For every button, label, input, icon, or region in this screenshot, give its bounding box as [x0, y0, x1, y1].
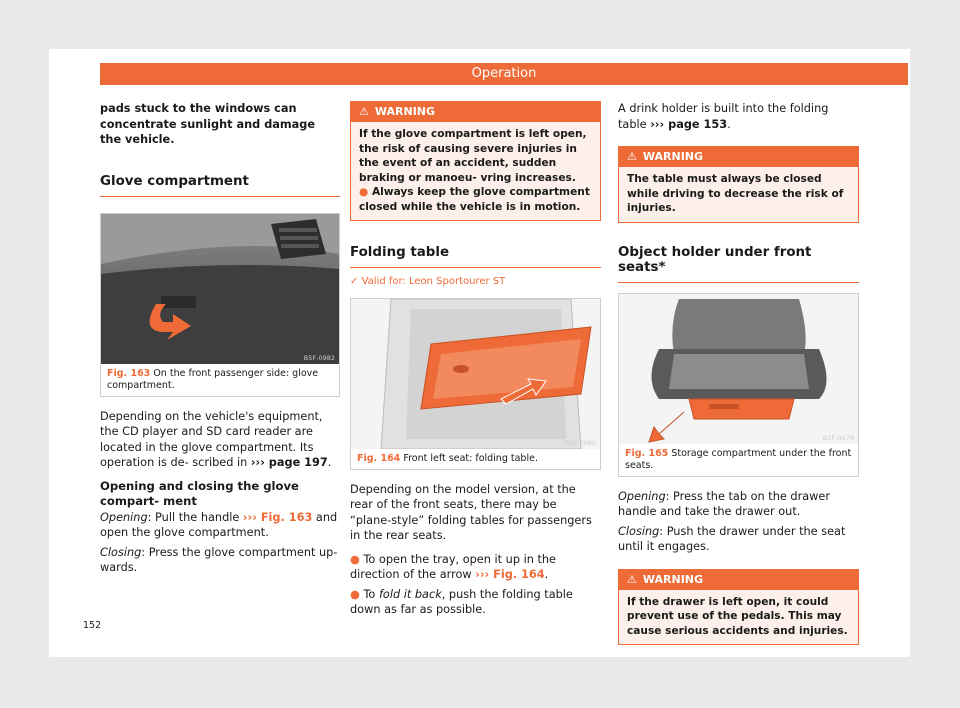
fig-ref-link[interactable]: ››› Fig. 164 [475, 568, 545, 581]
folding-paragraph: Depending on the model version, at the rear of the front seats, there may be “plane-style” folding tables for passengers in the rear seats. [350, 482, 592, 542]
warning-header [619, 147, 858, 167]
drink-holder-text: A drink holder is built into the folding table [618, 102, 829, 131]
warning-text: If the glove compartment is left open, the risk of causing severe injuries in the event of an accident, sudden braking or manoeu- vring increases. [359, 128, 587, 184]
opening-text-2: and open the glove compartment. [100, 510, 338, 539]
glove-paragraph: Depending on the vehicle's equipment, the CD player and SD card reader are located in the glove compartment. Its operation is de- scribed in ››› page 197. [100, 409, 332, 469]
glove-compartment-heading: Glove compartment [100, 174, 340, 197]
closing-label: Closing [618, 524, 660, 538]
glove-paragraph-text: Depending on the vehicle's equipment, the CD player and SD card reader are located in the glove compartment. Its operation is de- scribed in [100, 409, 323, 469]
opening-label: Opening [100, 510, 148, 524]
manual-page [49, 49, 910, 657]
figure-code: B5F-0980 [564, 438, 596, 447]
warning-box-table [618, 146, 859, 223]
warning-bullet [359, 185, 592, 214]
check-icon: ✓ [350, 276, 359, 287]
column-1 [100, 101, 340, 576]
bullet-icon: ● [350, 552, 360, 566]
intro-text: pads stuck to the windows can concentrate sunlight and damage the vehicle. [100, 102, 316, 146]
figure-label: Fig. 165 [625, 447, 669, 459]
bullet-icon: ● [350, 587, 360, 601]
valid-for-text: Valid for: Leon Sportourer ST [361, 276, 506, 287]
closing-text: : Press the glove compartment up- wards. [100, 545, 338, 574]
figure-165 [618, 293, 859, 477]
valid-for [350, 274, 601, 290]
seat-drawer-illustration [619, 294, 858, 444]
drawer-closing-paragraph [618, 524, 859, 555]
opening-paragraph [100, 510, 340, 541]
figure-label: Fig. 163 [107, 367, 151, 379]
page-ref-link[interactable]: ››› page 153 [650, 117, 728, 131]
open-close-heading: Opening and closing the glove compart- ment [100, 478, 299, 508]
figure-163 [100, 213, 340, 397]
seat-drawer-image [619, 294, 858, 444]
drink-holder-paragraph: A drink holder is built into the folding table ››› page 153. [618, 102, 829, 131]
bullet-fold-em: fold it back [378, 587, 442, 601]
folding-table-image [351, 299, 600, 449]
figure-code: B5F-0979 [822, 433, 854, 442]
warning-box-drawer [618, 569, 859, 646]
glove-compartment-illustration [101, 214, 339, 364]
warning-title: WARNING [642, 150, 704, 163]
bullet-fold [350, 587, 601, 618]
warning-triangle-icon: ⚠ [359, 105, 369, 118]
glove-compartment-image [101, 214, 339, 364]
object-holder-heading: Object holder under front seats* [618, 245, 859, 283]
figure-caption-text: Storage compartment under the front seats. [625, 447, 852, 471]
figure-label: Fig. 164 [357, 452, 401, 464]
warning-header [351, 102, 600, 122]
page-ref-link[interactable]: ››› page 197 [250, 456, 328, 469]
warning-title: WARNING [374, 105, 436, 118]
bullet-fold-pre: To [363, 587, 379, 601]
bullet-open: ● To open the tray, open it up in the direction of the arrow ››› Fig. 164. [350, 552, 557, 581]
opening-text: : Press the tab on the drawer handle and take the drawer out. [618, 489, 830, 518]
closing-paragraph [100, 545, 340, 576]
bullet-icon: ● [359, 186, 369, 198]
warning-triangle-icon: ⚠ [627, 150, 637, 163]
fig-ref-link[interactable]: ››› Fig. 163 [242, 510, 313, 524]
page-number: 152 [83, 620, 102, 631]
figure-caption [351, 449, 600, 469]
closing-label: Closing [100, 545, 142, 559]
warning-triangle-icon: ⚠ [627, 572, 637, 586]
figure-caption-text: On the front passenger side: glove compartment. [107, 367, 319, 391]
section-header: Operation [100, 63, 908, 85]
figure-164 [350, 298, 601, 470]
figure-caption-text: Front left seat: folding table. [403, 452, 538, 464]
opening-label: Opening [618, 489, 666, 503]
figure-caption [101, 364, 339, 396]
column-3 [618, 101, 859, 645]
figure-code: B5F-0982 [303, 353, 335, 362]
warning-body: The table must always be closed while driving to decrease the risk of injuries. [627, 173, 844, 214]
bullet-fold-post: , push the folding table down as far as possible. [350, 587, 573, 616]
warning-bullet-text: Always keep the glove compartment closed while the vehicle is in motion. [359, 186, 590, 213]
bullet-open-text: To open the tray, open it up in the direction of the arrow [350, 552, 557, 581]
figure-caption [619, 444, 858, 476]
opening-text: : Pull the handle [147, 510, 240, 524]
warning-header [619, 570, 858, 590]
folding-table-heading: Folding table [350, 245, 601, 268]
warning-title: WARNING [642, 572, 704, 586]
closing-text: : Push the drawer under the seat until it engages. [618, 524, 846, 553]
warning-body: If the drawer is left open, it could prevent use of the pedals. This may cause serious accidents and injuries. [627, 595, 848, 637]
folding-table-illustration [351, 299, 600, 449]
warning-body [351, 122, 600, 220]
column-2 [350, 101, 601, 618]
warning-box-glove [350, 101, 601, 221]
drawer-opening-paragraph [618, 489, 859, 520]
